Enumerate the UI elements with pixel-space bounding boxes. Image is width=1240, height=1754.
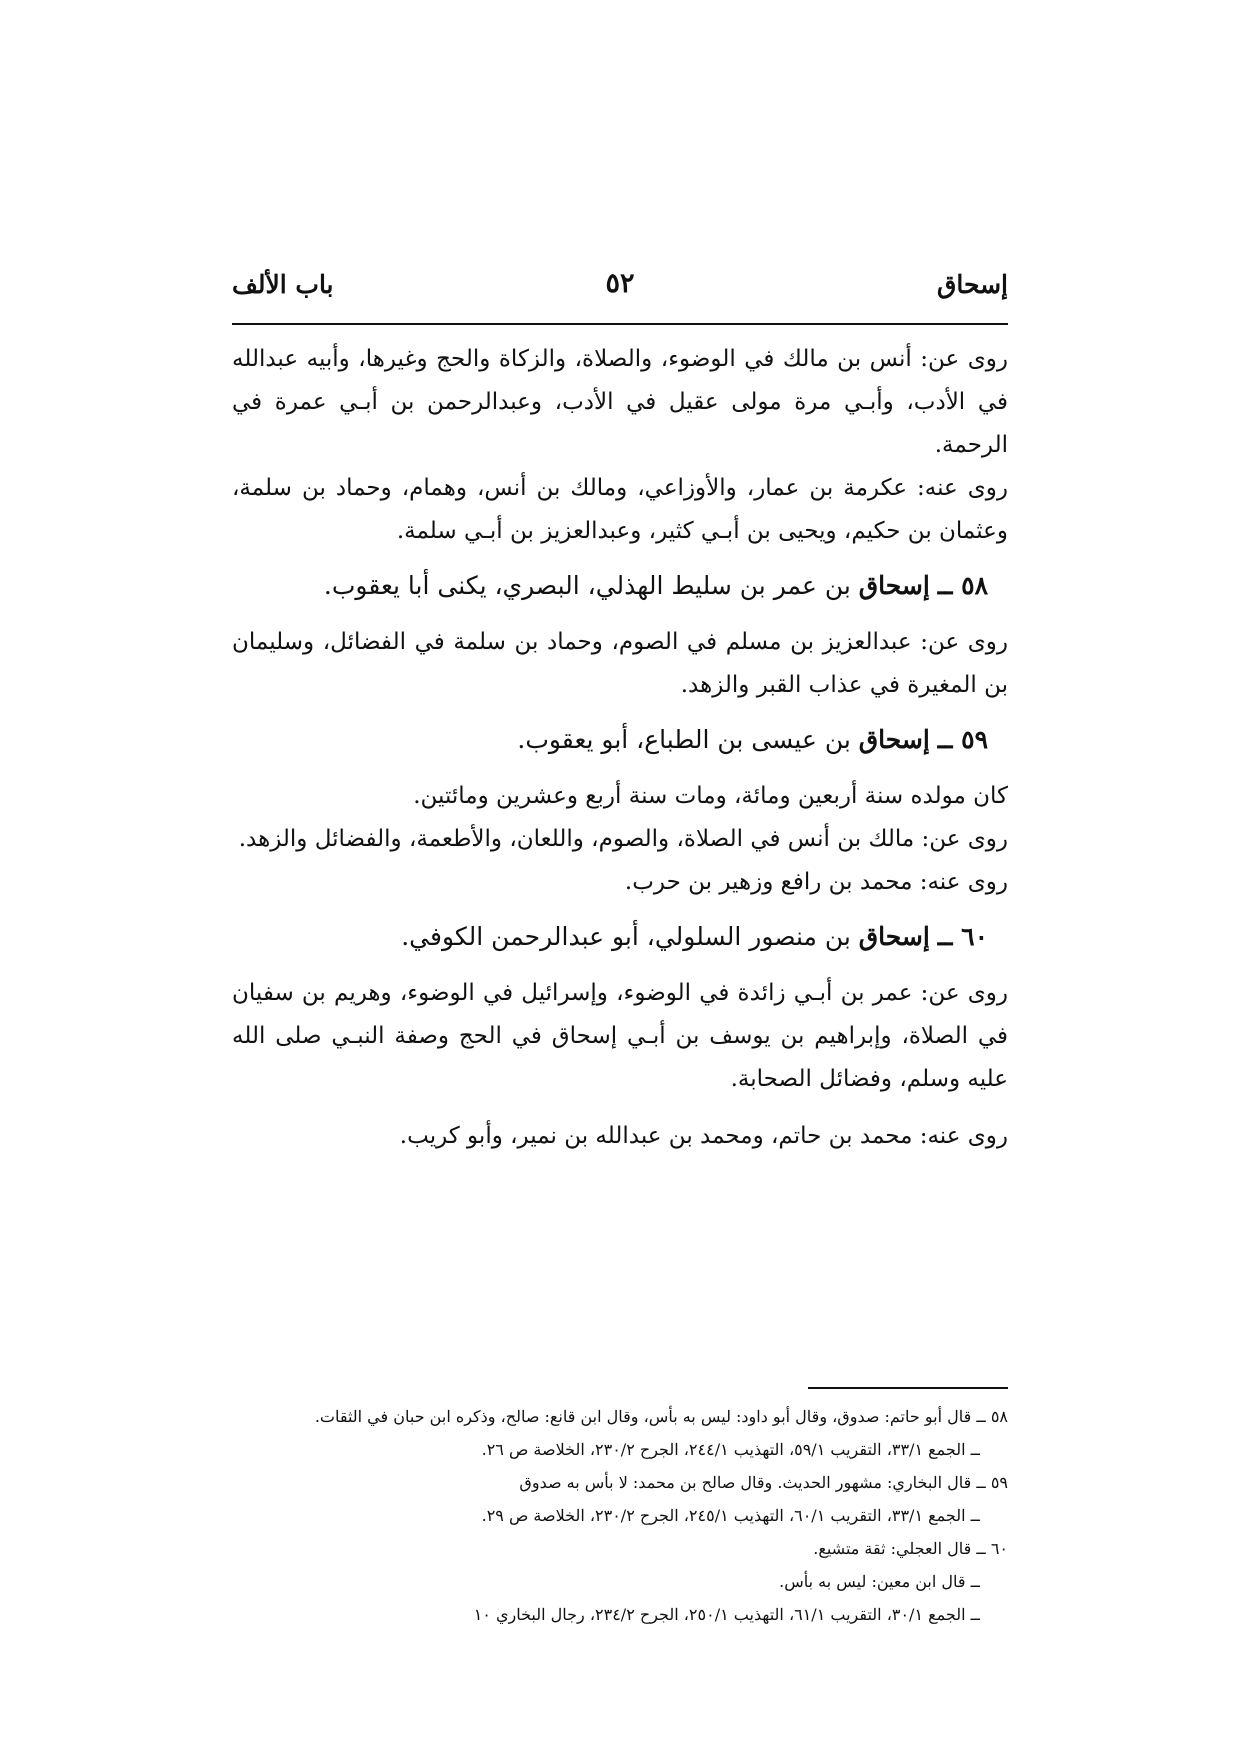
entry-description: بن عمر بن سليط الهذلي، البصري، يكنى أبا يعقوب. — [323, 571, 851, 600]
main-text — [232, 338, 1008, 1158]
footnote-58-sources: ــ الجمع ٣٣/١، التقريب ٥٩/١، التهذيب ٢٤٤/١، الجرح ٢٣٠/٢، الخلاصة ص ٢٦. — [481, 1440, 980, 1459]
footnote-divider — [808, 1387, 1008, 1389]
entry-description: بن منصور السلولي، أبو عبدالرحمن الكوفي. — [401, 922, 851, 951]
footnote-58: ٥٨ ــ قال أبو حاتم: صدوق، وقال أبو داود: ليس به بأس، وقال ابن قانع: صالح، وذكره ابن حبان في الثقات. — [314, 1407, 1008, 1426]
header-divider — [232, 323, 1008, 325]
running-head-chapter-name: إسحاق — [936, 270, 1008, 299]
entry-number: ٥٨ ــ — [937, 571, 988, 600]
page-number: ٥٢ — [605, 268, 635, 299]
footnote-59-sources: ــ الجمع ٣٣/١، التقريب ٦٠/١، التهذيب ٢٤٥/١، الجرح ٢٣٠/٢، الخلاصة ص ٢٩. — [481, 1506, 980, 1525]
entry-heading-60 — [232, 914, 988, 960]
footnote-60-sources: ــ الجمع ٣٠/١، التقريب ٦١/١، التهذيب ٢٥٠/١، الجرح ٢٣٤/٢، رجال البخاري ١٠ — [473, 1605, 980, 1624]
entry-heading-58 — [232, 563, 988, 609]
birth-death-paragraph: كان مولده سنة أربعين ومائة، ومات سنة أربع وعشرين ومائتين. — [413, 783, 1008, 809]
narrated-by-paragraph: روى عنه: محمد بن حاتم، ومحمد بن عبدالله بن نمير، وأبو كريب. — [399, 1123, 1008, 1149]
entry-description: بن عيسى بن الطباع، أبو يعقوب. — [517, 725, 851, 754]
footnotes — [232, 1400, 1008, 1631]
entry-heading-59 — [232, 717, 988, 763]
entry-number: ٥٩ ــ — [937, 725, 988, 754]
entry-name: إسحاق — [858, 571, 930, 600]
page-header — [232, 270, 1008, 318]
narrated-from-paragraph: روى عن: أنس بن مالك في الوضوء، والصلاة، والزكاة والحج وغيرها، وأبيه عبدالله في الأدب، وأبـي مرة مولى عقيل في الأدب، وعبدالرحمن بن أبـي عمرة في الرحمة. — [232, 346, 1008, 458]
footnote-59: ٥٩ ــ قال البخاري: مشهور الحديث. وقال صالح بن محمد: لا بأس به صدوق — [519, 1473, 1008, 1492]
running-head-section-title: باب الألف — [232, 270, 334, 299]
footnote-60-note: ــ قال ابن معين: ليس به بأس. — [779, 1572, 980, 1591]
entry-name: إسحاق — [858, 922, 930, 951]
narrated-by-paragraph: روى عنه: عكرمة بن عمار، والأوزاعي، ومالك بن أنس، وهمام، وحماد بن سلمة، وعثمان بن حكيم، ويحيى بن أبـي كثير، وعبدالعزيز بن أبـي سلمة. — [232, 475, 1008, 544]
footnote-60: ٦٠ ــ قال العجلي: ثقة متشيع. — [813, 1539, 1008, 1558]
narrated-by-paragraph: روى عنه: محمد بن رافع وزهير بن حرب. — [624, 869, 1008, 895]
narrated-from-paragraph: روى عن: مالك بن أنس في الصلاة، والصوم، واللعان، والأطعمة، والفضائل والزهد. — [238, 826, 1008, 852]
entry-number: ٦٠ ــ — [937, 922, 988, 951]
narrated-from-paragraph: روى عن: عمر بن أبـي زائدة في الوضوء، وإسرائيل في الوضوء، وهريم بن سفيان في الصلاة، وإبراهيم بن يوسف بن أبـي إسحاق في الحج وصفة النبـي صلى الله عليه وسلم، وفضائل الصحابة. — [232, 980, 1008, 1092]
entry-name: إسحاق — [858, 725, 930, 754]
narrated-from-paragraph: روى عن: عبدالعزيز بن مسلم في الصوم، وحماد بن سلمة في الفضائل، وسليمان بن المغيرة في عذاب القبر والزهد. — [232, 629, 1008, 698]
